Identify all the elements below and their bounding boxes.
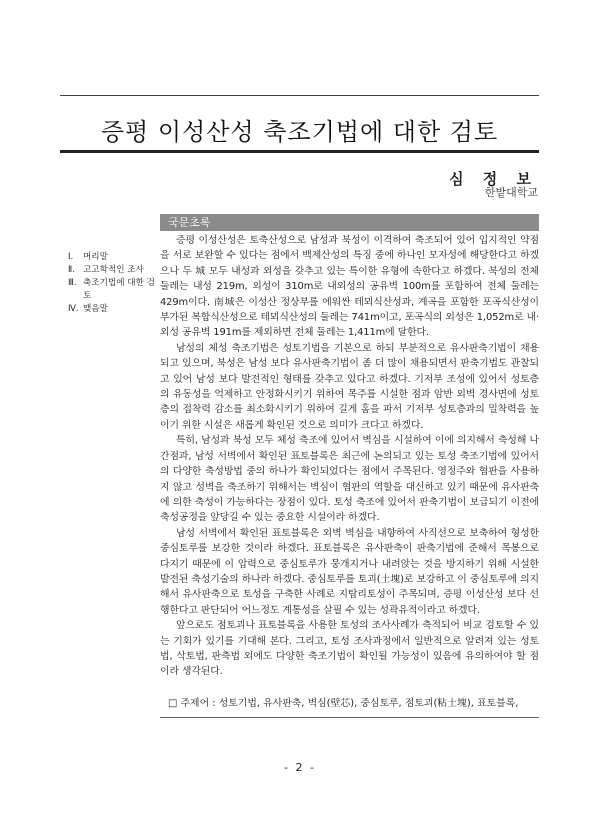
toc-label: 고고학적인 조사	[83, 265, 144, 275]
toc-number: Ⅲ.	[68, 278, 77, 288]
toc-label: 맺음말	[83, 304, 108, 314]
toc-label: 축조기법에 대한 검토	[83, 278, 155, 301]
toc-number: Ⅰ.	[68, 252, 74, 262]
abstract-heading: 국문초록	[160, 214, 539, 231]
toc-number: Ⅳ.	[68, 304, 79, 314]
author-name: 심 정 보	[449, 170, 538, 188]
abstract-paragraph: 특히, 남성과 북성 모두 체성 축조에 있어서 벽심을 시설하여 이에 의지해서 축성해 나간점과, 남성 서벽에서 확인된 표토블록은 최근에 논의되고 있는 토성 축조기법에 있어서의 다양한 축성방법 중의 하나가 확인되었다는 점에서 주목된다. 영정주와 협판을 사용하지 않고 성벽을 축조하기 위해서는 벽심이 협판의 역할을 대신하고 있기 때문에 유사판축에 의한 축성이 가능하다는 장점이 있다. 토성 축조에 있어서 판축기법이 보급되기 이전에 축성공정을 앞당길 수 있는 중요한 시설이라 하겠다.	[160, 435, 539, 524]
keywords-box-glyph: □	[168, 698, 178, 709]
abstract-paragraph: 남성의 체성 축조기법은 성토기법을 기본으로 하되 부분적으로 유사판축기법이 채용되고 있으며, 북성은 남성 보다 유사판축기법이 좀 더 많이 채용되면서 판축기법도 관찰되고 있어 남성 보다 발전적인 형태를 갖추고 있다고 하겠다. 기저부 조성에 있어서 성토층의 유동성을 억제하고 안정화시키기 위하여 목주를 시설한 점과 암반 외벽 경사면에 성토층의 접착력 감소를 최소화시키기 위하여 길게 홈을 파서 기저부 성토층과의 밀착력을 높이기 위한 시설은 새롭게 확인된 것으로 의미가 크다고 하겠다.	[160, 342, 539, 431]
title-rule	[60, 150, 539, 153]
abstract-paragraph: 증평 이성산성은 토축산성으로 남성과 북성이 이격하여 축조되어 있어 입지적인 약점을 서로 보완할 수 있다는 점에서 백제산성의 특징 중에 하나인 모자성에 해당한다고 하겠으나 두 城 모두 내성과 외성을 갖추고 있는 특이한 유형에 속한다고 하겠다. 북성의 전체 둘레는 내성 219m, 외성이 310m로 내외성의 공유벽 100m를 포함하여 전체 둘레는 429m이다. 南城은 이성산 정상부를 에워싼 테뫼식산성과, 계곡을 포함한 포곡식산성이 부가된 복합식산성으로 테뫼식산성의 둘레는 741m이고, 포곡식의 외성은 1,052m로 내·외성 공유벽 191m를 제외하면 전체 둘레는 1,411m에 달한다.	[160, 235, 539, 339]
page-number: - 2 -	[284, 761, 316, 774]
keywords-line	[160, 696, 539, 711]
abstract-body	[160, 233, 539, 680]
abstract-paragraph: 앞으로도 점토괴나 표토블록을 사용한 토성의 조사사례가 축적되어 비교 검토할 수 있는 기회가 있기를 기대해 본다. 그리고, 토성 조사과정에서 일반적으로 알려져 있는 성토법, 삭토법, 판축법 외에도 다양한 축조기법이 확인될 가능성이 있음에 유의하여야 할 점이라 생각된다.	[160, 620, 539, 678]
keywords-list: 성토기법, 유사판축, 벽심(壁芯), 중심토루, 점토괴(粘土塊), 표토블록,	[218, 698, 519, 709]
toc-item	[68, 277, 158, 303]
keywords-label: 주제어 :	[180, 698, 216, 709]
author-affiliation: 한밭대학교	[484, 186, 538, 199]
toc-item	[68, 251, 158, 264]
toc-item	[68, 264, 158, 277]
abstract-paragraph: 남성 서벽에서 확인된 표토블록은 외벽 벽심을 내향하여 사직선으로 보축하여 형성한 중심토루를 보강한 것이라 하겠다. 표토블록은 유사판축이 판축기법에 준해서 목봉으로 다지기 때문에 이 압력으로 중심토루가 뭉개지거나 내려앉는 것을 방지하기 위해 시설한 발전된 축성기술의 하나라 하겠다. 중심토루를 토괴(土塊)로 보강하고 이 중심토루에 의지해서 유사판축으로 토성을 구축한 사례로 지탑리토성이 주목되며, 증평 이성산성 보다 선행한다고 판단되어 어느정도 계통성을 살필 수 있는 성곽유적이라고 하겠다.	[160, 527, 539, 616]
toc-number: Ⅱ.	[68, 265, 75, 275]
toc-label: 머리말	[83, 252, 108, 262]
abstract-bottom-rule	[160, 717, 539, 718]
paper-title: 증평 이성산성 축조기법에 대한 검토	[100, 118, 499, 146]
toc-item	[68, 303, 158, 316]
top-rule	[60, 95, 539, 96]
table-of-contents	[68, 251, 158, 316]
